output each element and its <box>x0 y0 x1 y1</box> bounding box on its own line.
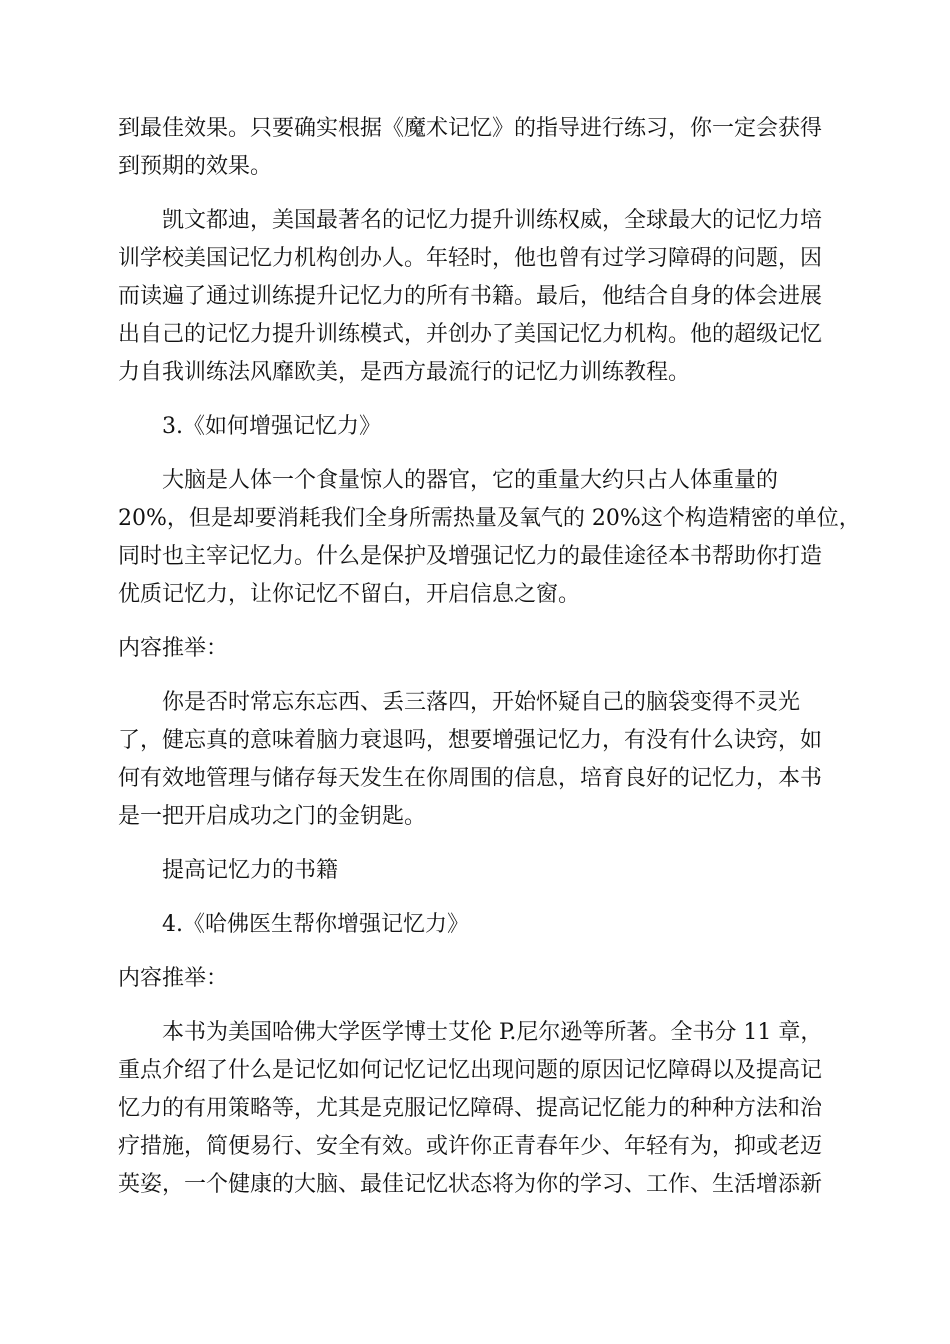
section-label: 内容推举： <box>118 966 229 991</box>
book-title-line: 3.《如何增强记忆力》 <box>162 414 381 439</box>
text-line: 凯文都迪，美国最著名的记忆力提升训练权威，全球最大的记忆力培 <box>162 208 823 233</box>
section-label: 提高记忆力的书籍 <box>162 858 339 883</box>
text-line: 忆力的有用策略等，尤其是克服记忆障碍、提高记忆能力的种种方法和治 <box>118 1096 823 1121</box>
text-line: 是一把开启成功之门的金钥匙。 <box>118 804 427 829</box>
section-label: 内容推举： <box>118 636 229 661</box>
text-line: 20%，但是却要消耗我们全身所需热量及氧气的 20%这个构造精密的单位， <box>118 506 861 531</box>
text-line: 力自我训练法风靡欧美，是西方最流行的记忆力训练教程。 <box>118 360 691 385</box>
text-line: 大脑是人体一个食量惊人的器官，它的重量大约只占人体重量的 <box>162 468 779 493</box>
text-line: 出自己的记忆力提升训练模式，并创办了美国记忆力机构。他的超级记忆 <box>118 322 823 347</box>
text-line: 同时也主宰记忆力。什么是保护及增强记忆力的最佳途径本书帮助你打造 <box>118 544 823 569</box>
paragraph-book-3-recommendation <box>118 684 832 836</box>
text-line: 英姿，一个健康的大脑、最佳记忆状态将为你的学习、工作、生活增添新 <box>118 1172 823 1197</box>
text-line: 到预期的效果。 <box>118 154 273 179</box>
paragraph-intro-end <box>118 110 832 186</box>
text-line: 何有效地管理与储存每天发生在你周围的信息，培育良好的记忆力，本书 <box>118 766 823 791</box>
text-line: 了，健忘真的意味着脑力衰退吗，想要增强记忆力，有没有什么诀窍，如 <box>118 728 823 753</box>
document-page <box>118 110 861 1204</box>
subheading-memory-books <box>118 852 832 890</box>
text-line: 训学校美国记忆力机构创办人。年轻时，他也曾有过学习障碍的问题，因 <box>118 246 823 271</box>
heading-book-3 <box>118 408 832 446</box>
label-content-recommendation <box>118 630 832 668</box>
text-line: 你是否时常忘东忘西、丢三落四，开始怀疑自己的脑袋变得不灵光 <box>162 690 801 715</box>
text-line: 优质记忆力，让你记忆不留白，开启信息之窗。 <box>118 582 581 607</box>
text-line: 而读遍了通过训练提升记忆力的所有书籍。最后，他结合自身的体会进展 <box>118 284 823 309</box>
paragraph-book-3-intro <box>118 462 861 614</box>
book-title-line: 4.《哈佛医生帮你增强记忆力》 <box>162 912 469 937</box>
text-line: 疗措施，简便易行、安全有效。或许你正青春年少、年轻有为，抑或老迈 <box>118 1134 823 1159</box>
text-line: 重点介绍了什么是记忆如何记忆记忆出现问题的原因记忆障碍以及提高记 <box>118 1058 823 1083</box>
paragraph-author-bio <box>118 202 832 392</box>
text-line: 本书为美国哈佛大学医学博士艾伦 P.尼尔逊等所著。全书分 11 章， <box>162 1020 823 1045</box>
paragraph-book-4-recommendation <box>118 1014 832 1204</box>
text-line: 到最佳效果。只要确实根据《魔术记忆》的指导进行练习，你一定会获得 <box>118 116 823 141</box>
label-content-recommendation <box>118 960 832 998</box>
heading-book-4 <box>118 906 832 944</box>
